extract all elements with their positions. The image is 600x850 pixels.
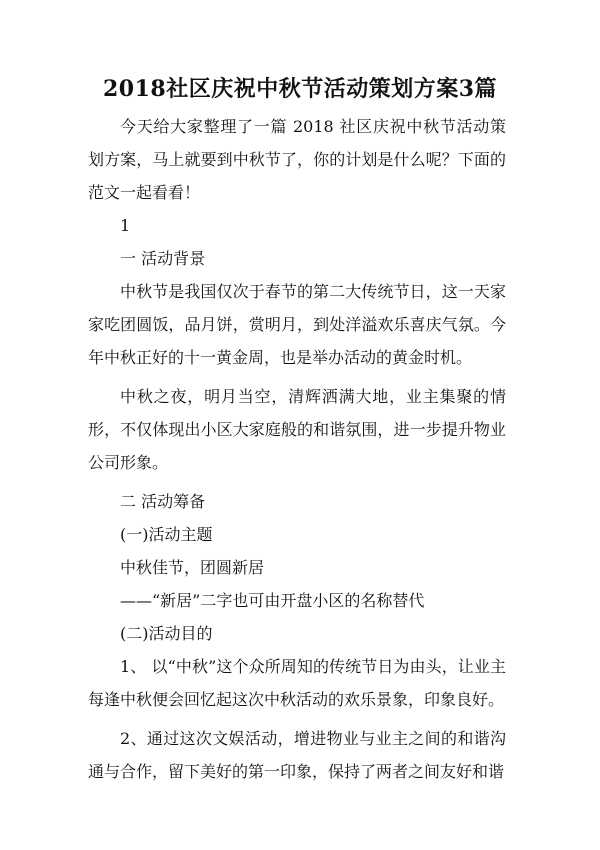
purpose-item-2: 2、通过这次文娱活动，增进物业与业主之间的和谐沟通与合作，留下美好的第一印象，保持了两者之间友好和谐	[88, 729, 506, 781]
document-title: 2018社区庆祝中秋节活动策划方案3篇	[102, 76, 498, 102]
purpose-item-1: 1、 以“中秋”这个众所周知的传统节日为由头，让业主每逢中秋便会回忆起这次中秋活动的欢乐景象，印象良好。	[88, 657, 506, 709]
heading-background: 一 活动背景	[120, 249, 206, 268]
background-paragraph-1: 中秋节是我国仅次于春节的第二大传统节日，这一天家家吃团圆饭，品月饼，赏明月，到处洋溢欢乐喜庆气氛。今年中秋正好的十一黄金周，也是举办活动的黄金时机。	[88, 282, 506, 367]
intro-paragraph: 今天给大家整理了一篇 2018 社区庆祝中秋节活动策划方案，马上就要到中秋节了，你的计划是什么呢？下面的范文一起看看！	[88, 117, 506, 202]
subheading-purpose: (二)活动目的	[120, 624, 213, 643]
theme-note: ——“新居”二字也可由开盘小区的名称替代	[120, 591, 425, 610]
background-paragraph-2: 中秋之夜，明月当空，清辉洒满大地，业主集聚的情形，不仅体现出小区大家庭般的和谐氛围，进一步提升物业公司形象。	[88, 387, 506, 472]
heading-preparation: 二 活动筹备	[120, 492, 206, 511]
document-body	[88, 110, 506, 788]
theme-text: 中秋佳节，团圆新居	[120, 558, 265, 577]
subheading-theme: (一)活动主题	[120, 525, 213, 544]
section-number: 1	[120, 216, 131, 235]
